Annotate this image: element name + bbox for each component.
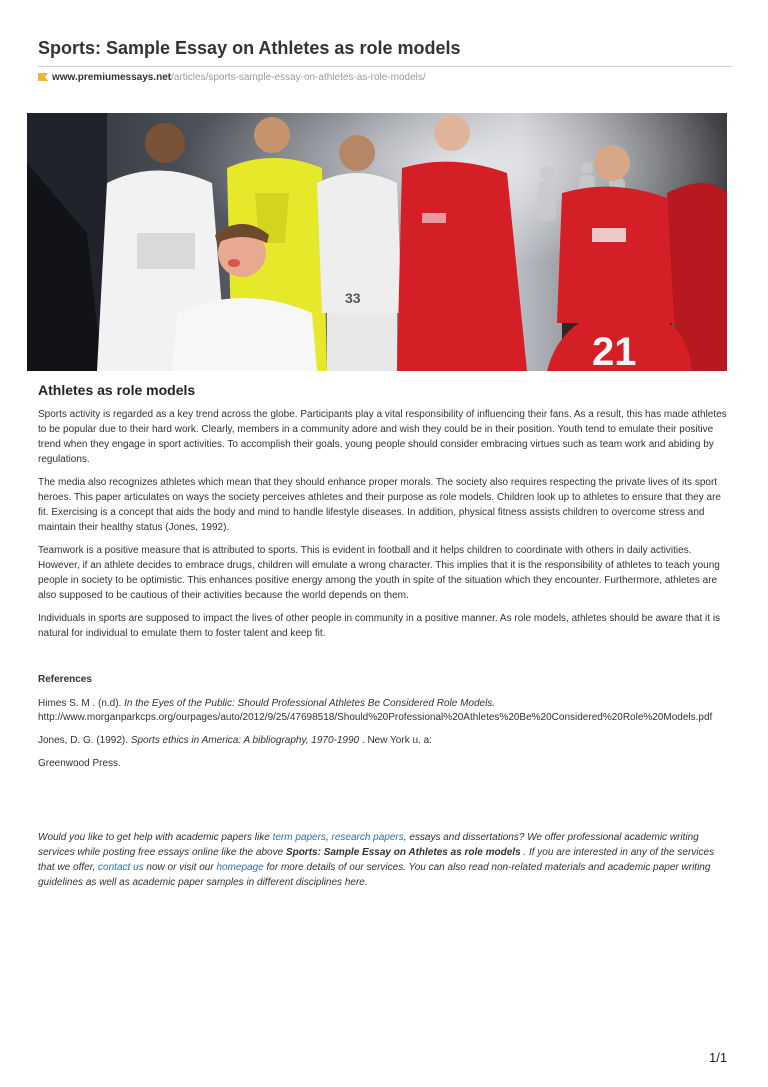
reference-author: Jones, D. G. (1992).	[38, 735, 131, 746]
hero-photo	[27, 113, 727, 371]
reference-item	[38, 697, 738, 725]
contact-us-link[interactable]: contact us	[98, 862, 144, 873]
reference-tail: . New York u. a:	[359, 735, 432, 746]
promo-text: . If you are interested in any of the services that we offer,	[38, 847, 715, 873]
shirt-number: 33	[345, 290, 361, 306]
shirt-number: 21	[592, 330, 637, 371]
promo-text: for more details of our services. You can also read non-related materials and academic paper writing guidelines as well as academic paper samples in different disciplines here.	[38, 862, 711, 888]
paragraph: Individuals in sports are supposed to impact the lives of other people in community in a positive manner. As role models, athletes should be aware that it is natural for individual to emulate them to foster talent and keep fit.	[38, 613, 721, 639]
source-domain[interactable]: www.premiumessays.net	[52, 72, 172, 83]
reference-author: Himes S. M . (n.d).	[38, 698, 125, 709]
reference-title: Sports ethics in America: A bibliography, 1970-1990	[130, 735, 360, 746]
promo-text: , essays and dissertations? We offer professional academic writing services while posting free essays online like the above	[38, 832, 699, 858]
section-heading: Athletes as role models	[38, 382, 196, 398]
essay-body	[38, 407, 732, 649]
reference-url[interactable]: http://www.morganparkcps.org/ourpages/auto/2012/9/25/47698518/Should%20Professional%20Athletes%20Be%20Considered%20Role%20Models.pdf	[38, 712, 713, 723]
promo-essay-title: Sports: Sample Essay on Athletes as role models	[285, 847, 521, 858]
title-divider	[38, 66, 732, 67]
reference-title: In the Eyes of the Public: Should Professional Athletes Be Considered Role Models.	[124, 698, 496, 709]
promo-paragraph	[38, 830, 732, 890]
page-number: 1/1	[709, 1050, 728, 1065]
paragraph: Teamwork is a positive measure that is attributed to sports. This is evident in football and it helps children to coordinate with others in daily activities. However, if an athlete decides to embrace drugs, children will emulate a wrong character. This implies that it is the responsibility of athletes to teach young people in society to be optimistic. This enhances positive energy among the youth in spite of the situation which they encounter. Furthermore, athletes are also supposed to be cautious of their activities because the world depends on them.	[38, 545, 720, 601]
homepage-link[interactable]: homepage	[216, 862, 264, 873]
source-line	[38, 72, 426, 83]
page-title: Sports: Sample Essay on Athletes as role models	[38, 38, 461, 58]
reference-publisher: Greenwood Press.	[38, 758, 121, 769]
promo-text: ,	[325, 832, 332, 843]
source-path[interactable]: /articles/sports-sample-essay-on-athletes-as-role-models/	[171, 72, 426, 83]
promo-text: Would you like to get help with academic papers like	[38, 832, 273, 843]
paragraph: Sports activity is regarded as a key trend across the globe. Participants play a vital responsibility of influencing their fans. As a result, this has made athletes to be popular due to their hard work. Clearly, members in a community adore and wish they could be in their position. Youth tend to emulate their positive trend when they engage in sport activities. To accomplish their goals, young people should consider embracing virtues such as team work and abiding by regulations.	[38, 409, 727, 465]
football-tunnel-illustration	[27, 113, 727, 371]
reference-item	[38, 734, 738, 748]
references-section	[38, 673, 738, 780]
paragraph: The media also recognizes athletes which mean that they should enhance proper morals. The society also requires respecting the private lives of its sport heroes. This paper articulates on ways the society perceives athletes and their purpose as role models. Children look up to athletes to ensure that they are fit. Exercising is a concept that aids the body and mind to handle lifestyle diseases. In addition, physical fitness assists children to overcome stress and maintain their healthy status (Jones, 1992).	[38, 477, 721, 533]
bookmark-flag-icon	[38, 73, 48, 81]
research-papers-link[interactable]: research papers	[331, 832, 404, 843]
promo-text: now or visit our	[143, 862, 217, 873]
term-papers-link[interactable]: term papers	[272, 832, 326, 843]
references-heading: References	[38, 674, 92, 685]
